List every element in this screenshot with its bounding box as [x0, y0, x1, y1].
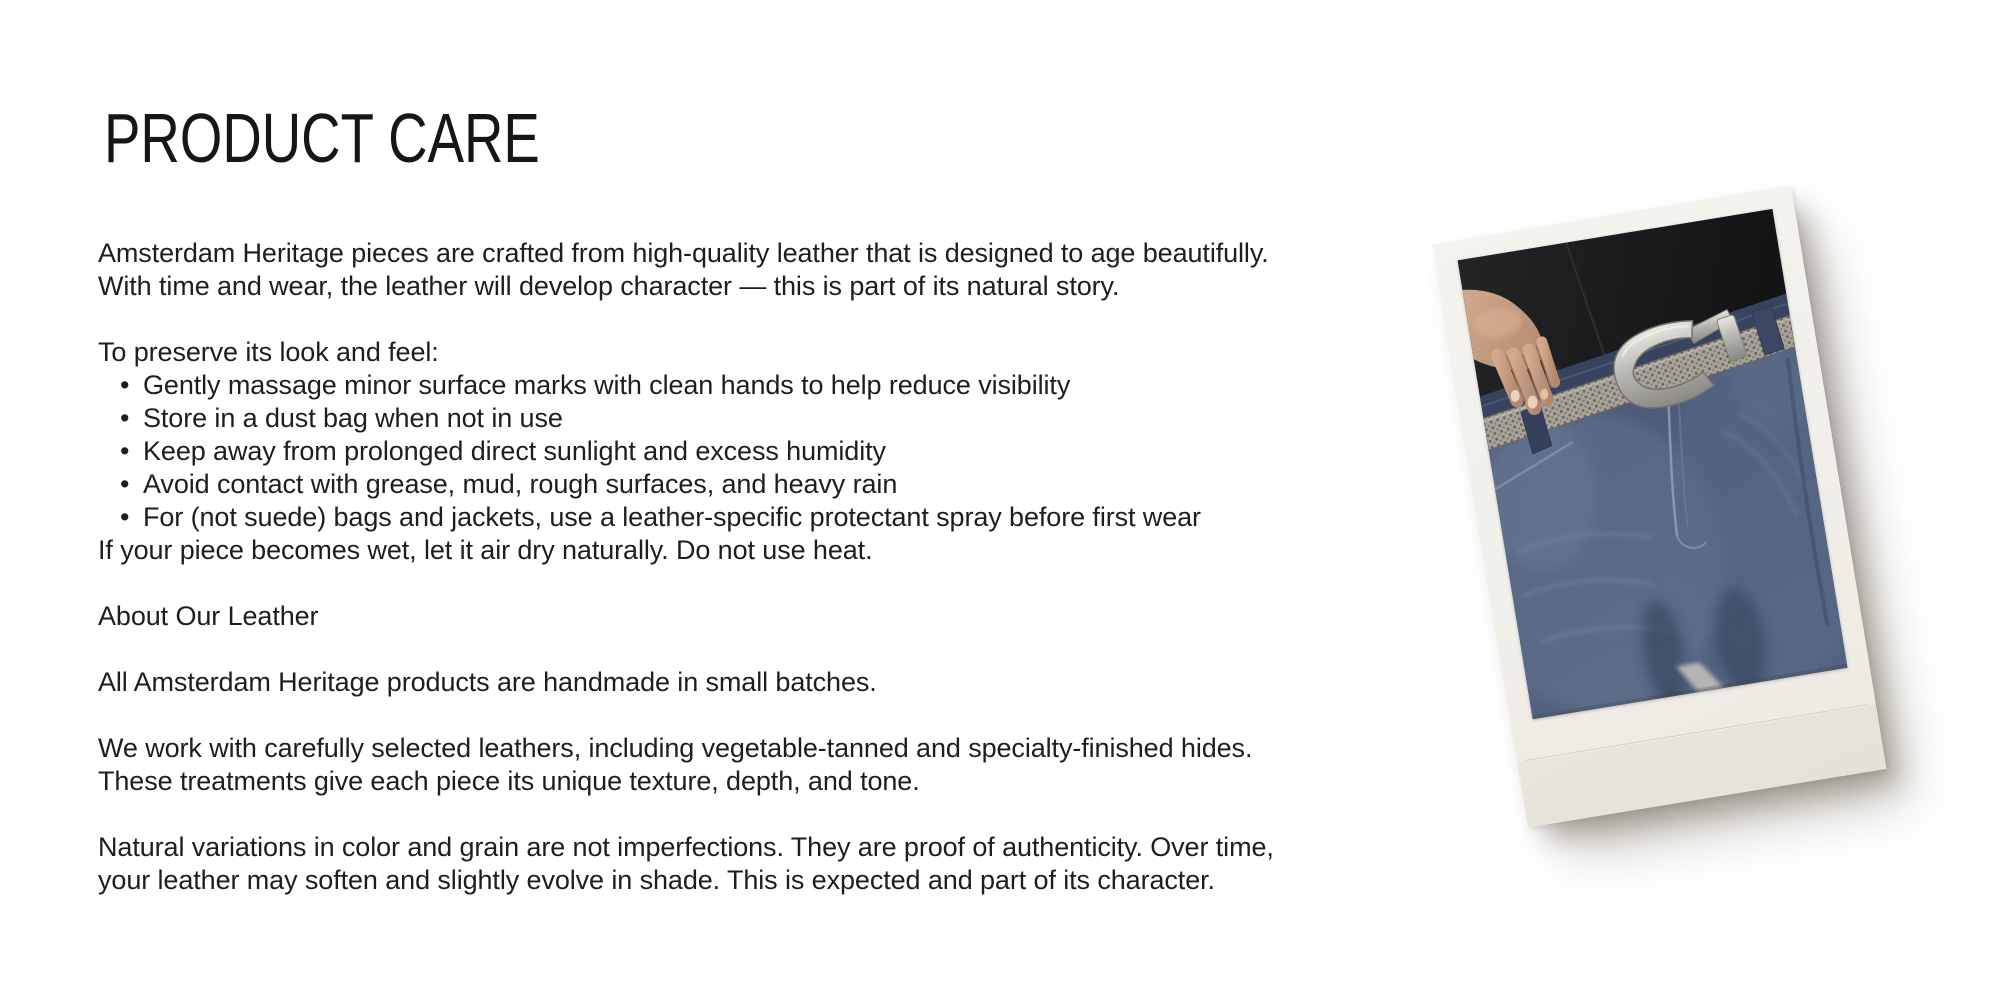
intro-line-1: Amsterdam Heritage pieces are crafted from high-quality leather that is designed to age beautifully. — [98, 238, 1269, 268]
bullet-icon: • — [120, 436, 130, 466]
bullet-icon: • — [120, 469, 130, 499]
bullet-icon: • — [120, 370, 130, 400]
variations-line-2: your leather may soften and slightly evolve in shade. This is expected and part of its character. — [98, 865, 1215, 895]
bullet-item — [98, 468, 1274, 501]
bullet-text: Keep away from prolonged direct sunlight and excess humidity — [143, 436, 886, 466]
page-title: PRODUCT CARE — [104, 99, 540, 177]
about-heading: About Our Leather — [98, 601, 319, 631]
bullet-item — [98, 435, 1274, 468]
bullet-item — [98, 369, 1274, 402]
bullet-text: Gently massage minor surface marks with clean hands to help reduce visibility — [143, 370, 1071, 400]
bullet-text: Avoid contact with grease, mud, rough surfaces, and heavy rain — [143, 469, 898, 499]
frame-crease-shade — [1517, 704, 1886, 828]
variations-line-1: Natural variations in color and grain are not imperfections. They are proof of authenticity. Over time, — [98, 832, 1274, 862]
photo-image — [1458, 209, 1848, 719]
jeans-belt-illustration — [1458, 209, 1848, 719]
polaroid-photo — [1433, 186, 1887, 828]
handmade-line: All Amsterdam Heritage products are handmade in small batches. — [98, 667, 877, 697]
bullet-text: Store in a dust bag when not in use — [143, 403, 563, 433]
bullet-item — [98, 501, 1274, 534]
bullet-item — [98, 402, 1274, 435]
intro-line-2: With time and wear, the leather will develop character — this is part of its natural story. — [98, 271, 1120, 301]
leathers-line-1: We work with carefully selected leathers, including vegetable-tanned and specialty-finished hides. — [98, 733, 1253, 763]
leathers-line-2: These treatments give each piece its unique texture, depth, and tone. — [98, 766, 920, 796]
bullet-icon: • — [120, 403, 130, 433]
bullet-icon: • — [120, 502, 130, 532]
bullet-text: For (not suede) bags and jackets, use a leather-specific protectant spray before first wear — [143, 502, 1201, 532]
wet-note: If your piece becomes wet, let it air dry naturally. Do not use heat. — [98, 535, 873, 565]
preserve-heading: To preserve its look and feel: — [98, 337, 439, 367]
care-instructions — [98, 237, 1274, 897]
